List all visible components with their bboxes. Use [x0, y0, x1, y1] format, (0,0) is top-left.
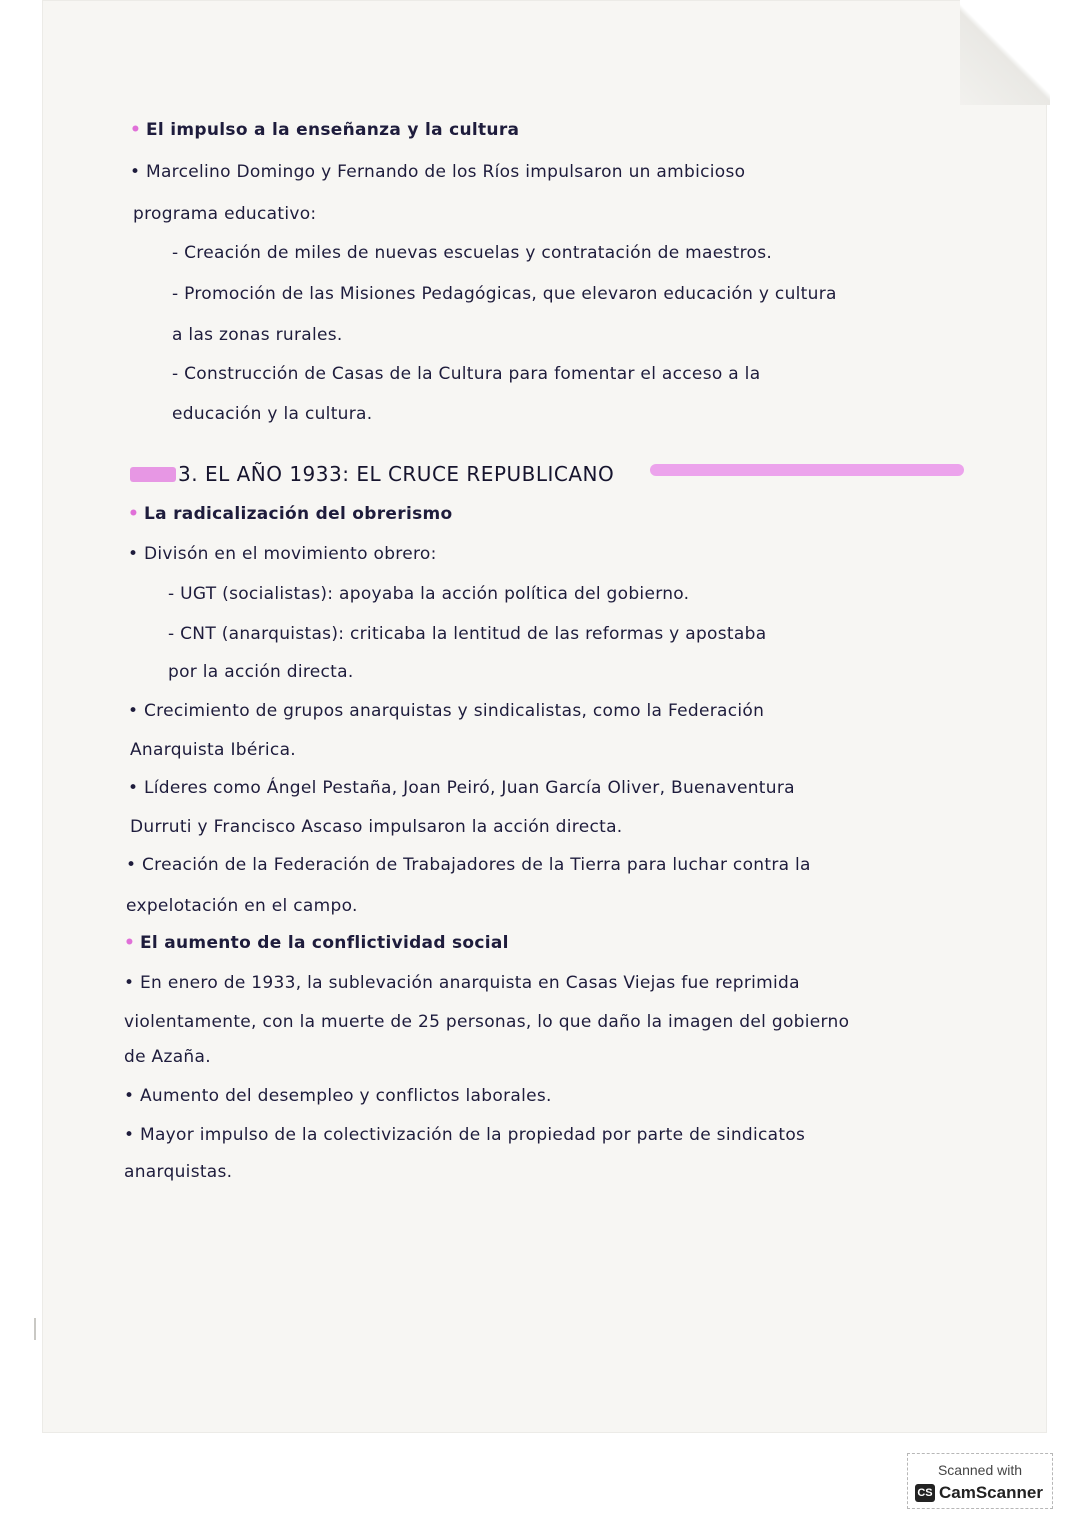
- bullet-icon: •: [130, 162, 141, 182]
- bullet-icon: •: [128, 701, 139, 721]
- heading-conflict-text: El aumento de la conflictividad social: [140, 933, 509, 953]
- collectivization-line-a: [124, 1127, 805, 1144]
- cnt-line-b: por la acción directa.: [168, 662, 354, 682]
- culture-item-2b: a las zonas rurales.: [172, 325, 343, 345]
- bullet-icon: •: [128, 778, 139, 798]
- growth-text-a: Crecimiento de grupos anarquistas y sindicalistas, como la Federación: [144, 701, 765, 721]
- leaders-line-b: Durruti y Francisco Ascaso impulsaron la acción directa.: [130, 817, 623, 837]
- pink-bullet-icon: •: [130, 120, 142, 140]
- camscanner-logo-icon: CS: [915, 1484, 935, 1502]
- culture-intro-line-2: programa educativo:: [133, 204, 317, 224]
- section-title: [130, 460, 966, 486]
- highlighter-mark-right: [650, 464, 964, 476]
- heading-culture-text: El impulso a la enseñanza y la cultura: [146, 120, 520, 140]
- collectivization-line-b: anarquistas.: [124, 1162, 233, 1182]
- unemployment-text: Aumento del desempleo y conflictos laborales.: [140, 1086, 552, 1106]
- federation-text-a: Creación de la Federación de Trabajadores de la Tierra para luchar contra la: [142, 855, 811, 875]
- page-corner-fold: [960, 0, 1050, 105]
- culture-item-3b: educación y la cultura.: [172, 404, 373, 424]
- culture-intro-line-1: [130, 164, 745, 181]
- culture-item-1: - Creación de miles de nuevas escuelas y contratación de maestros.: [172, 243, 773, 263]
- camscanner-name: CamScanner: [939, 1483, 1043, 1502]
- highlighter-mark-left: [130, 467, 176, 482]
- cnt-line-a: - CNT (anarquistas): criticaba la lentitud de las reformas y apostaba: [168, 624, 767, 644]
- casas-line-a: [124, 975, 800, 992]
- bullet-icon: •: [128, 544, 139, 564]
- section-title-text: 3. EL AÑO 1933: EL CRUCE REPUBLICANO: [178, 462, 615, 486]
- bullet-icon: •: [124, 1086, 135, 1106]
- casas-text-a: En enero de 1933, la sublevación anarquista en Casas Viejas fue reprimida: [140, 973, 800, 993]
- collectivization-text-a: Mayor impulso de la colectivización de la propiedad por parte de sindicatos: [140, 1125, 806, 1145]
- heading-culture: [130, 122, 519, 139]
- growth-line-a: [128, 703, 764, 720]
- growth-line-b: Anarquista Ibérica.: [130, 740, 296, 760]
- casas-line-c: de Azaña.: [124, 1047, 211, 1067]
- division-line: [128, 546, 437, 563]
- leaders-text-a: Líderes como Ángel Pestaña, Joan Peiró, Juan García Oliver, Buenaventura: [144, 778, 795, 798]
- camscanner-badge: [907, 1453, 1053, 1509]
- division-text: Divisón en el movimiento obrero:: [144, 544, 437, 564]
- page-edge-mark: [34, 1318, 36, 1340]
- bullet-icon: •: [124, 973, 135, 993]
- federation-line-b: expelotación en el campo.: [126, 896, 358, 916]
- culture-intro-text-1: Marcelino Domingo y Fernando de los Ríos impulsaron un ambicioso: [146, 162, 746, 182]
- casas-line-b: violentamente, con la muerte de 25 personas, lo que daño la imagen del gobierno: [124, 1012, 850, 1032]
- heading-conflict: [124, 935, 509, 952]
- pink-bullet-icon: •: [124, 933, 136, 953]
- culture-item-2a: - Promoción de las Misiones Pedagógicas, que elevaron educación y cultura: [172, 284, 837, 304]
- unemployment-line: [124, 1088, 552, 1105]
- bullet-icon: •: [124, 1125, 135, 1145]
- culture-item-3a: - Construcción de Casas de la Cultura para fomentar el acceso a la: [172, 364, 761, 384]
- heading-radicalization-text: La radicalización del obrerismo: [144, 504, 453, 524]
- ugt-line: - UGT (socialistas): apoyaba la acción política del gobierno.: [168, 584, 690, 604]
- scanned-with-label: Scanned with: [937, 1462, 1023, 1478]
- heading-radicalization: [128, 506, 452, 523]
- bullet-icon: •: [126, 855, 137, 875]
- leaders-line-a: [128, 780, 795, 797]
- pink-bullet-icon: •: [128, 504, 140, 524]
- federation-line-a: [126, 857, 811, 874]
